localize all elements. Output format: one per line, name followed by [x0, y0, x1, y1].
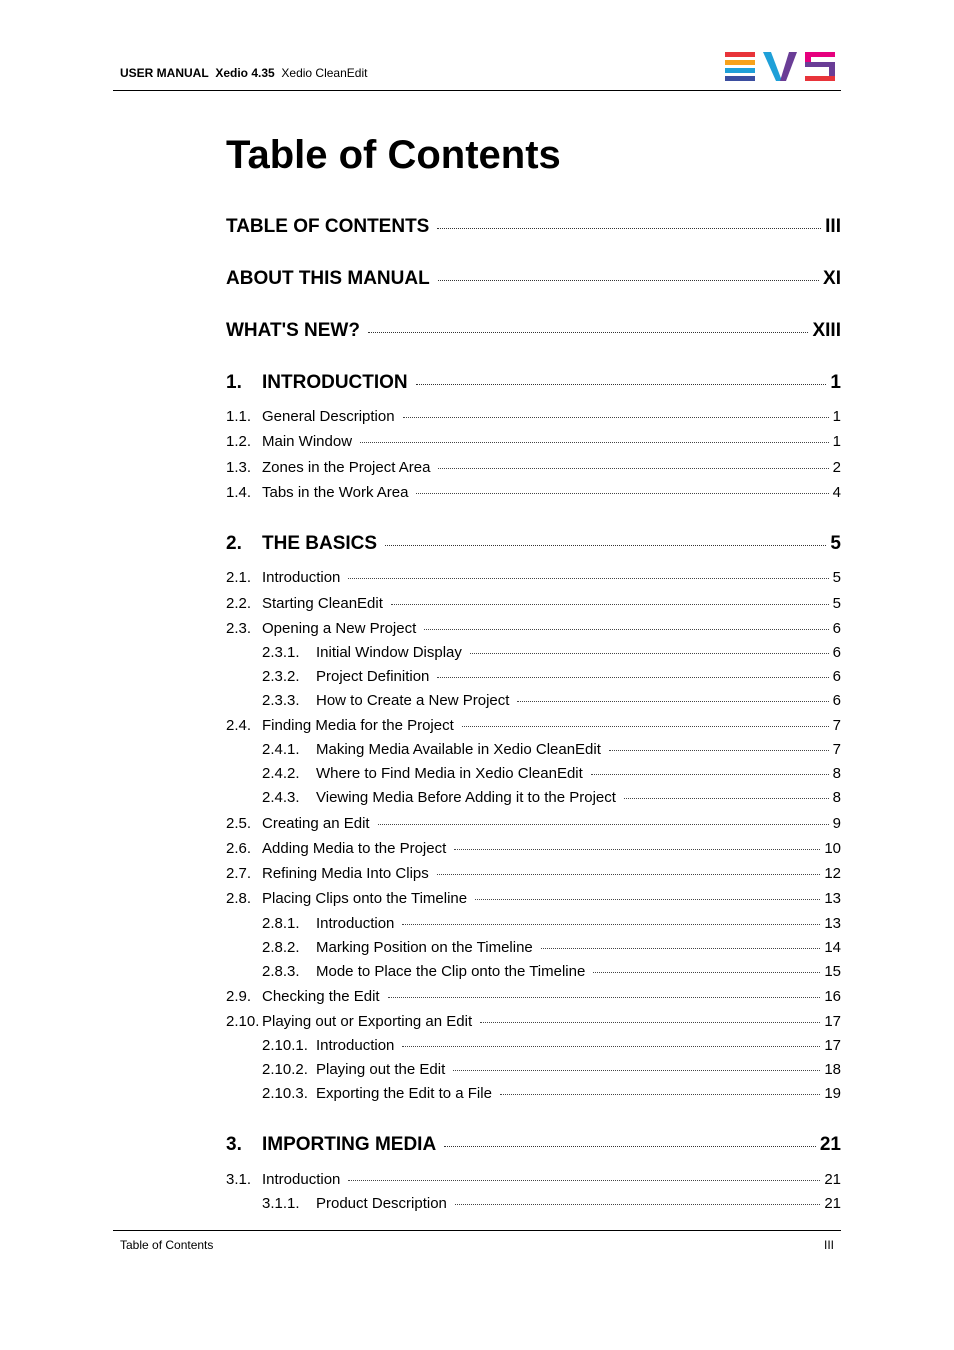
toc-leader-dots: [348, 1180, 820, 1181]
toc-entry-number: 2.4.3.: [262, 789, 300, 806]
toc-leader-dots: [402, 1046, 820, 1047]
toc-entry-label: Initial Window Display: [316, 644, 462, 661]
toc-entry-page: 17: [824, 1013, 841, 1030]
toc-entry-label: THE BASICS: [262, 533, 378, 554]
toc-entry-number: 2.3.1.: [262, 644, 300, 661]
toc-entry[interactable]: [226, 815, 841, 832]
toc-entry[interactable]: [226, 372, 841, 394]
toc-entry-title: [262, 939, 533, 956]
toc-entry-page: 18: [824, 1061, 841, 1078]
toc-entry-title: [226, 433, 352, 450]
toc-entry-page: 1: [832, 408, 841, 425]
toc-entry-label: Playing out the Edit: [316, 1061, 446, 1078]
toc-entry-label: Starting CleanEdit: [262, 595, 383, 612]
toc-entry[interactable]: [226, 1134, 841, 1156]
toc-entry[interactable]: [226, 915, 841, 932]
toc-entry-number: 2.3.3.: [262, 692, 300, 709]
toc-leader-dots: [591, 774, 829, 775]
toc-leader-dots: [391, 604, 829, 605]
toc-leader-dots: [385, 545, 826, 546]
toc-entry-label: Mode to Place the Clip onto the Timeline: [316, 963, 586, 980]
toc-entry-page: XI: [823, 268, 841, 289]
toc-list: [226, 0, 841, 1350]
toc-entry[interactable]: [226, 717, 841, 734]
toc-entry-number: 2.1.: [226, 569, 252, 586]
toc-entry-number: 2.4.1.: [262, 741, 300, 758]
toc-entry-page: 4: [832, 484, 841, 501]
toc-leader-dots: [348, 578, 828, 579]
toc-entry-page: 12: [824, 865, 841, 882]
toc-entry-title: [262, 1085, 492, 1102]
toc-entry-page: 13: [824, 915, 841, 932]
toc-entry-number: 2.4.2.: [262, 765, 300, 782]
toc-entry-title: [226, 890, 467, 907]
toc-entry-page: III: [825, 216, 841, 237]
toc-entry-label: Main Window: [262, 433, 353, 450]
toc-entry-number: 3.1.: [226, 1171, 252, 1188]
toc-entry-title: [226, 268, 430, 290]
toc-entry-title: [262, 1037, 394, 1054]
toc-entry-label: Product Description: [316, 1195, 447, 1212]
toc-entry-number: 2.8.2.: [262, 939, 300, 956]
toc-entry-title: [262, 741, 601, 758]
toc-entry-title: [226, 320, 360, 342]
toc-entry-page: 15: [824, 963, 841, 980]
toc-leader-dots: [368, 332, 809, 333]
footer-page-number: III: [823, 1238, 834, 1252]
toc-entry-number: 3.: [226, 1134, 242, 1155]
toc-entry-number: 2.10.1.: [262, 1037, 308, 1054]
toc-entry[interactable]: [226, 789, 841, 806]
toc-entry-label: How to Create a New Project: [316, 692, 510, 709]
toc-entry-number: 2.10.: [226, 1013, 260, 1030]
toc-entry-page: 14: [824, 939, 841, 956]
toc-entry[interactable]: [226, 595, 841, 612]
toc-entry-label: Introduction: [316, 1037, 395, 1054]
toc-entry-title: [226, 717, 454, 734]
toc-entry-title: [226, 840, 446, 857]
toc-entry-page: 19: [824, 1085, 841, 1102]
footer-section: Table of Contents: [120, 1238, 214, 1252]
toc-leader-dots: [438, 468, 828, 469]
toc-entry[interactable]: [226, 320, 841, 342]
toc-entry-page: 13: [824, 890, 841, 907]
toc-entry-page: 1: [830, 372, 841, 393]
toc-leader-dots: [378, 824, 829, 825]
toc-entry-label: Introduction: [262, 1171, 341, 1188]
toc-leader-dots: [403, 417, 829, 418]
toc-entry[interactable]: [226, 692, 841, 709]
toc-entry-page: 8: [832, 765, 841, 782]
toc-entry-title: [262, 915, 394, 932]
toc-entry-number: 1.: [226, 372, 242, 393]
toc-entry[interactable]: [226, 459, 841, 476]
toc-entry-label: Introduction: [316, 915, 395, 932]
toc-leader-dots: [462, 726, 829, 727]
toc-entry[interactable]: [226, 1037, 841, 1054]
toc-leader-dots: [416, 493, 828, 494]
toc-leader-dots: [609, 750, 829, 751]
toc-entry-title: [226, 569, 340, 586]
toc-entry-page: 5: [832, 595, 841, 612]
toc-entry-title: [226, 595, 383, 612]
toc-entry[interactable]: [226, 1013, 841, 1030]
toc-entry-number: 2.2.: [226, 595, 252, 612]
toc-entry-label: Tabs in the Work Area: [262, 484, 409, 501]
toc-entry-title: [226, 620, 416, 637]
toc-entry-label: Finding Media for the Project: [262, 717, 454, 734]
toc-entry-label: Adding Media to the Project: [262, 840, 447, 857]
toc-entry-number: 2.3.2.: [262, 668, 300, 685]
toc-entry[interactable]: [226, 668, 841, 685]
toc-entry-label: Project Definition: [316, 668, 430, 685]
toc-entry-page: 7: [832, 717, 841, 734]
toc-entry-title: [226, 815, 370, 832]
toc-entry-label: ABOUT THIS MANUAL: [226, 268, 430, 289]
toc-entry-number: 2.10.3.: [262, 1085, 308, 1102]
toc-leader-dots: [437, 228, 821, 229]
toc-entry[interactable]: [226, 620, 841, 637]
header-manual: USER MANUAL: [120, 66, 209, 80]
toc-entry-title: [262, 765, 583, 782]
toc-entry-page: 9: [832, 815, 841, 832]
toc-leader-dots: [402, 924, 820, 925]
toc-leader-dots: [541, 948, 821, 949]
toc-entry-page: XIII: [812, 320, 841, 341]
toc-leader-dots: [455, 1204, 820, 1205]
toc-entry-page: 6: [832, 668, 841, 685]
toc-entry-label: General Description: [262, 408, 395, 425]
toc-entry[interactable]: [226, 890, 841, 907]
toc-entry-label: Marking Position on the Timeline: [316, 939, 533, 956]
toc-entry-number: 3.1.1.: [262, 1195, 300, 1212]
toc-leader-dots: [438, 280, 819, 281]
toc-leader-dots: [517, 701, 828, 702]
toc-entry[interactable]: [226, 988, 841, 1005]
toc-entry-number: 2.5.: [226, 815, 252, 832]
toc-entry[interactable]: [226, 1085, 841, 1102]
toc-entry-number: 2.: [226, 533, 242, 554]
toc-entry-page: 1: [832, 433, 841, 450]
toc-entry[interactable]: [226, 644, 841, 661]
toc-entry-label: INTRODUCTION: [262, 372, 408, 393]
toc-leader-dots: [475, 899, 820, 900]
toc-entry-title: [226, 1171, 340, 1188]
toc-entry-number: 2.7.: [226, 865, 252, 882]
toc-entry-title: [226, 1013, 472, 1030]
toc-entry-title: [226, 372, 408, 394]
toc-entry-page: 5: [832, 569, 841, 586]
toc-entry-title: [262, 692, 509, 709]
toc-entry-page: 2: [832, 459, 841, 476]
toc-entry-label: Introduction: [262, 569, 341, 586]
toc-entry-number: 2.10.2.: [262, 1061, 308, 1078]
toc-leader-dots: [624, 798, 829, 799]
page-title: Table of Contents: [226, 133, 561, 177]
toc-entry-page: 21: [824, 1195, 841, 1212]
toc-entry-title: [226, 408, 395, 425]
toc-entry-page: 17: [824, 1037, 841, 1054]
toc-entry-label: TABLE OF CONTENTS: [226, 216, 430, 237]
toc-entry-title: [226, 865, 429, 882]
toc-entry-number: 1.3.: [226, 459, 252, 476]
toc-entry-page: 6: [832, 644, 841, 661]
toc-entry-page: 21: [824, 1171, 841, 1188]
toc-entry[interactable]: [226, 533, 841, 555]
toc-leader-dots: [444, 1146, 816, 1147]
toc-entry[interactable]: [226, 484, 841, 501]
toc-entry-number: 2.9.: [226, 988, 252, 1005]
toc-entry[interactable]: [226, 1195, 841, 1212]
toc-entry-number: 2.8.1.: [262, 915, 300, 932]
toc-entry-title: [262, 1061, 445, 1078]
toc-entry[interactable]: [226, 433, 841, 450]
toc-entry-title: [226, 484, 408, 501]
toc-leader-dots: [437, 677, 828, 678]
toc-entry-label: Exporting the Edit to a File: [316, 1085, 492, 1102]
toc-entry-label: Creating an Edit: [262, 815, 370, 832]
toc-entry-number: 1.2.: [226, 433, 252, 450]
toc-leader-dots: [360, 442, 829, 443]
toc-entry-title: [262, 789, 616, 806]
toc-entry[interactable]: [226, 840, 841, 857]
toc-leader-dots: [593, 972, 820, 973]
toc-entry-title: [226, 533, 377, 555]
toc-entry-page: 6: [832, 620, 841, 637]
toc-entry-number: 1.1.: [226, 408, 252, 425]
toc-entry-title: [226, 1134, 436, 1156]
toc-entry-number: 2.6.: [226, 840, 252, 857]
toc-entry-title: [262, 963, 585, 980]
toc-entry-number: 2.3.: [226, 620, 252, 637]
toc-entry-number: 1.4.: [226, 484, 252, 501]
toc-entry-page: 16: [824, 988, 841, 1005]
toc-entry-title: [226, 988, 380, 1005]
toc-entry-number: 2.4.: [226, 717, 252, 734]
toc-entry[interactable]: [226, 1171, 841, 1188]
toc-entry[interactable]: [226, 569, 841, 586]
header-module: Xedio CleanEdit: [281, 66, 368, 80]
toc-entry-label: Where to Find Media in Xedio CleanEdit: [316, 765, 583, 782]
toc-entry-page: 7: [832, 741, 841, 758]
toc-entry-page: 5: [830, 533, 841, 554]
toc-entry[interactable]: [226, 963, 841, 980]
toc-leader-dots: [416, 384, 827, 385]
toc-entry-label: WHAT'S NEW?: [226, 320, 360, 341]
toc-leader-dots: [500, 1094, 820, 1095]
header-product: Xedio 4.35: [215, 66, 275, 80]
toc-entry-page: 21: [819, 1134, 841, 1155]
toc-entry-number: 2.8.: [226, 890, 252, 907]
toc-entry-title: [262, 1195, 447, 1212]
toc-entry[interactable]: [226, 741, 841, 758]
toc-entry-page: 10: [824, 840, 841, 857]
toc-entry-label: Opening a New Project: [262, 620, 417, 637]
toc-entry-label: Checking the Edit: [262, 988, 380, 1005]
toc-entry-title: [226, 459, 430, 476]
toc-entry[interactable]: [226, 765, 841, 782]
toc-entry-label: Refining Media Into Clips: [262, 865, 429, 882]
footer-rule: [113, 1230, 841, 1231]
toc-entry-page: 6: [832, 692, 841, 709]
toc-leader-dots: [470, 653, 829, 654]
toc-entry-number: 2.8.3.: [262, 963, 300, 980]
toc-entry[interactable]: [226, 216, 841, 238]
toc-entry-label: Zones in the Project Area: [262, 459, 431, 476]
toc-entry[interactable]: [226, 268, 841, 290]
toc-entry-label: Placing Clips onto the Timeline: [262, 890, 468, 907]
toc-leader-dots: [454, 849, 820, 850]
toc-entry-page: 8: [832, 789, 841, 806]
toc-entry-title: [226, 216, 429, 238]
toc-leader-dots: [480, 1022, 820, 1023]
toc-leader-dots: [388, 997, 821, 998]
toc-entry-title: [262, 644, 462, 661]
toc-entry[interactable]: [226, 939, 841, 956]
toc-entry[interactable]: [226, 865, 841, 882]
toc-entry[interactable]: [226, 408, 841, 425]
toc-entry-label: IMPORTING MEDIA: [262, 1134, 437, 1155]
toc-entry-label: Viewing Media Before Adding it to the Project: [316, 789, 616, 806]
toc-entry[interactable]: [226, 1061, 841, 1078]
toc-entry-title: [262, 668, 429, 685]
toc-entry-label: Making Media Available in Xedio CleanEdit: [316, 741, 601, 758]
toc-leader-dots: [437, 874, 821, 875]
toc-leader-dots: [424, 629, 828, 630]
toc-leader-dots: [453, 1070, 820, 1071]
toc-entry-label: Playing out or Exporting an Edit: [262, 1013, 473, 1030]
